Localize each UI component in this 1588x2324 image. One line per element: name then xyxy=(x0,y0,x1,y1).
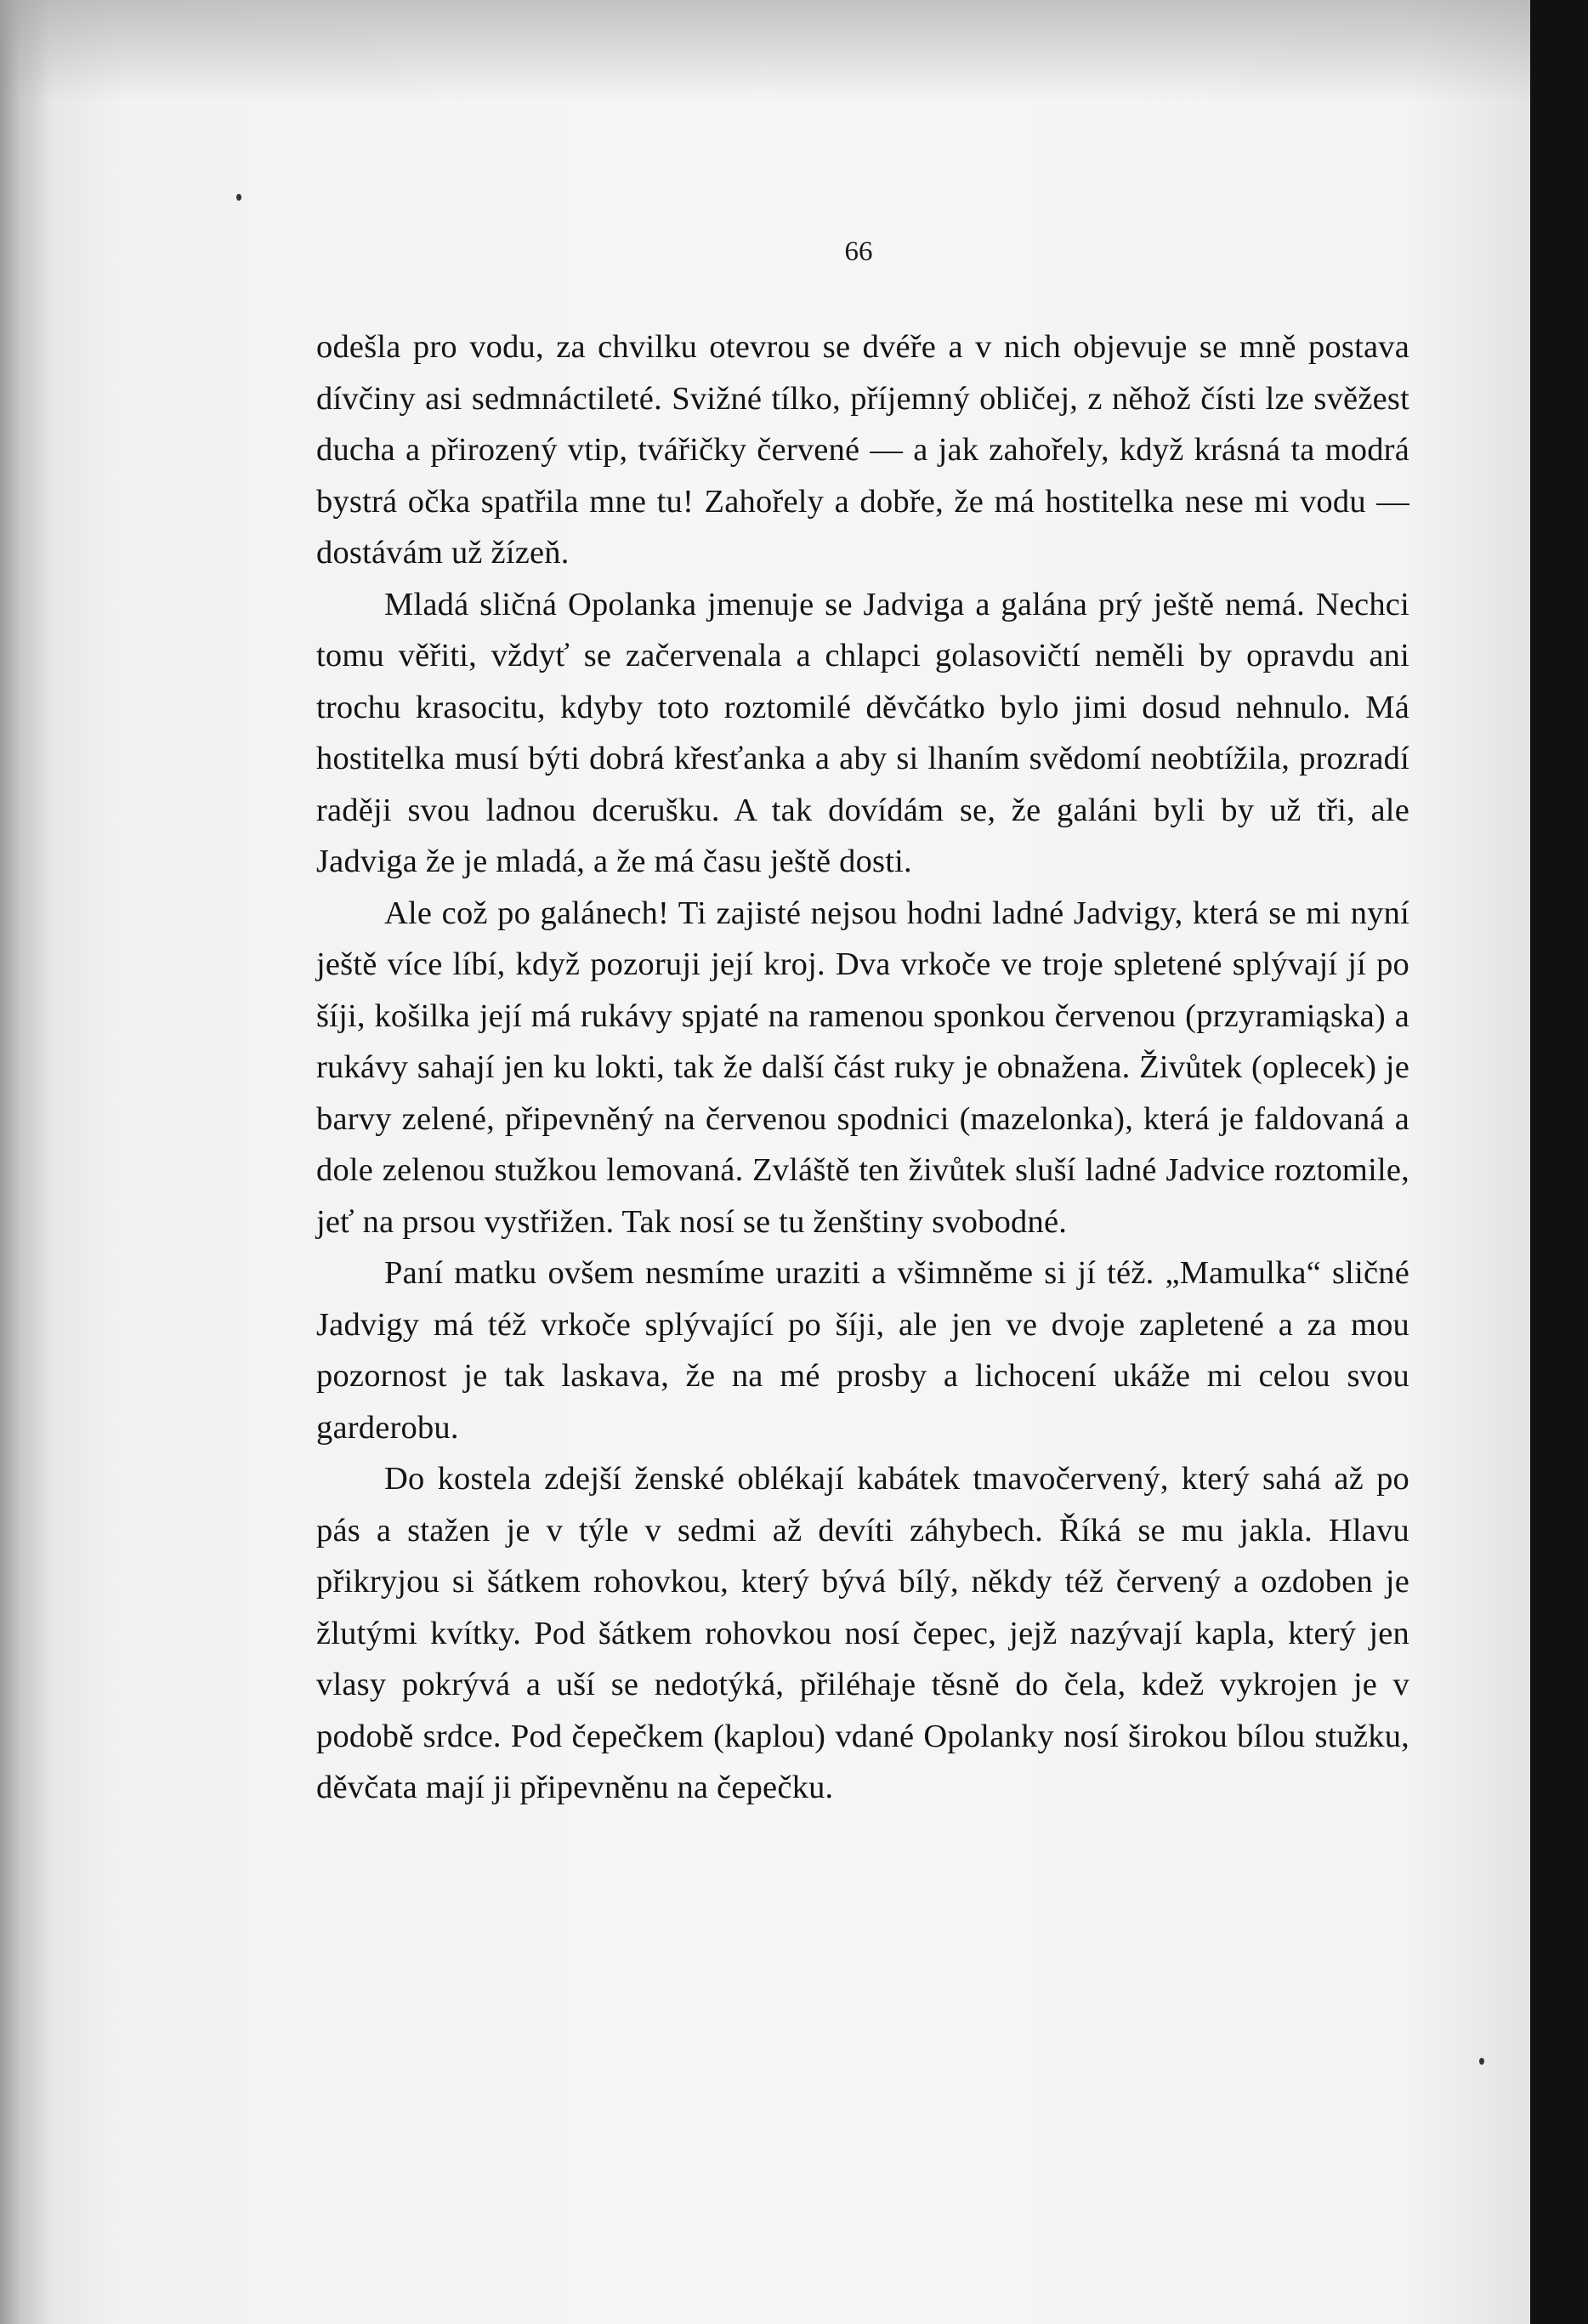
paragraph: Paní matku ovšem nesmíme uraziti a všimněme si jí též. „Mamulka“ sličné Jadvigy má též vrkoče splývající po šíji, ale jen ve dvoje zapletené a za mou pozornost je tak laskava, že na mé prosby a lichocení ukáže mi celou svou garderobu. xyxy=(316,1255,1409,1446)
paragraph: Mladá sličná Opolanka jmenuje se Jadviga a galána prý ještě nemá. Nechci tomu věřiti, vždyť se začervenala a chlapci golasovičtí neměli by opravdu ani trochu krasocitu, kdyby toto roztomilé děvčátko bylo jimi dosud nehnulo. Má hostitelka musí býti dobrá křesťanka a aby si lhaním svědomí neobtížila, prozradí raději svou ladnou dcerušku. A tak dovídám se, že galáni byli by už tři, ale Jadviga že je mladá, a že má času ještě dosti. xyxy=(316,586,1409,879)
scan-speck xyxy=(1479,2058,1484,2065)
scan-speck xyxy=(236,194,241,201)
scan-border xyxy=(1530,0,1588,2324)
page-number: 66 xyxy=(844,236,873,267)
binding-shadow xyxy=(0,0,51,2324)
paragraph: odešla pro vodu, za chvilku otevrou se dvéře a v nich objevuje se mně postava dívčiny asi sedmnáctileté. Svižné tílko, příjemný obličej, z něhož čísti lze svěžest ducha a přirozený vtip, tvářičky červené — a jak zahořely, když krásná ta modrá bystrá očka spatřila mne tu! Zahořely a dobře, že má hostitelka nese mi vodu — dostávám už žízeň. xyxy=(316,329,1409,571)
body-text xyxy=(316,321,1409,1814)
paragraph: Ale což po galánech! Ti zajisté nejsou hodni ladné Jadvigy, která se mi nyní ještě více líbí, když pozoruji její kroj. Dva vrkoče ve troje spletené splývají jí po šíji, košilka její má rukávy spjaté na ramenou sponkou červenou (przyramiąska) a rukávy sahají jen ku lokti, tak že další část ruky je obnažena. Živůtek (oplecek) je barvy zelené, připevněný na červenou spodnici (mazelonka), která je faldovaná a dole zelenou stužkou lemovaná. Zvláště ten živůtek sluší ladné Jadvice roztomile, jeť na prsou vystřižen. Tak nosí se tu ženštiny svobodné. xyxy=(316,895,1409,1240)
paragraph: Do kostela zdejší ženské oblékají kabátek tmavočervený, který sahá až po pás a stažen je v týle v sedmi až devíti záhybech. Říká se mu jakla. Hlavu přikryjou si šátkem rohovkou, který bývá bílý, někdy též červený a ozdoben je žlutými kvítky. Pod šátkem rohovkou nosí čepec, jejž nazývají kapla, který jen vlasy pokrývá a uší se nedotýká, přiléhaje těsně do čela, kdež vykrojen je v podobě srdce. Pod čepečkem (kaplou) vdané Opolanky nosí širokou bílou stužku, děvčata mají ji připevněnu na čepečku. xyxy=(316,1461,1409,1805)
top-shadow xyxy=(0,0,1530,102)
